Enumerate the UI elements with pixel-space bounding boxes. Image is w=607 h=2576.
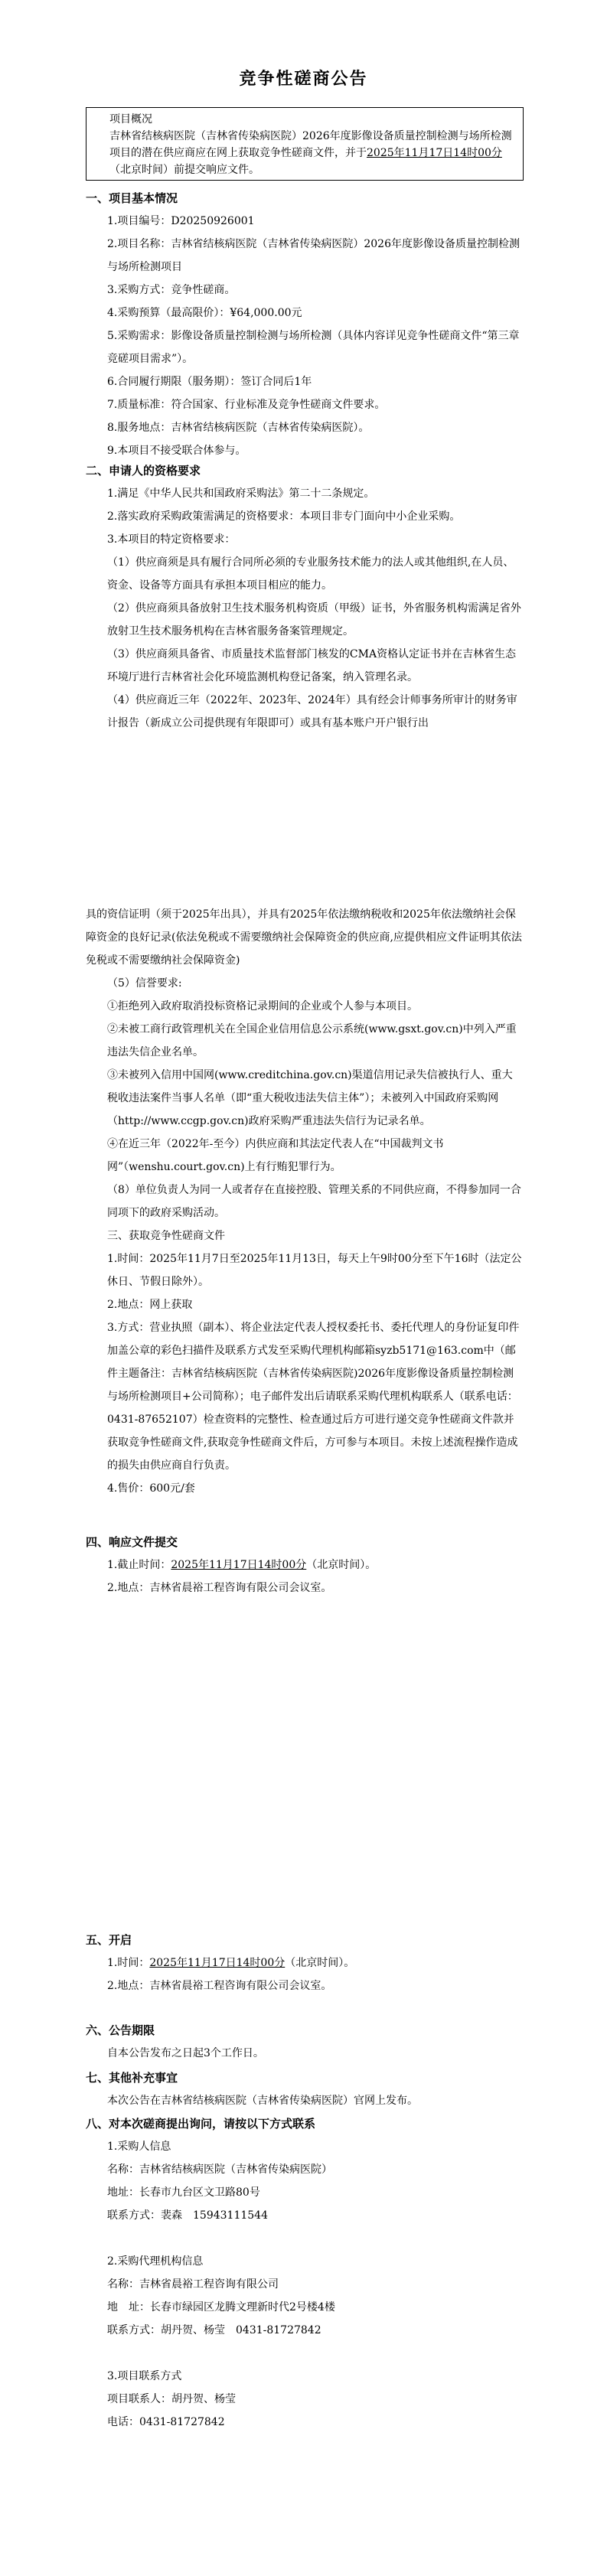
agency-contact: 联系方式：胡丹贺、杨莹 0431-81727842 <box>107 2324 321 2336</box>
purchaser-title: 1.采购人信息 <box>107 2141 171 2153</box>
submission-deadline <box>86 1554 522 1577</box>
time-label: 1.时间： <box>107 1957 150 1969</box>
list-item: 7.质量标准：符合国家、行业标准及竞争性磋商文件要求。 <box>107 399 386 411</box>
section-basic-info <box>86 187 530 462</box>
list-item: 8.服务地点：吉林省结核病医院（吉林省传染病医院）。 <box>107 422 370 434</box>
list-item: 3.采购方式：竞争性磋商。 <box>107 284 236 296</box>
overview-deadline: 2025年11月17日14时00分 <box>367 147 502 159</box>
project-contact-person: 项目联系人：胡丹贺、杨莹 <box>107 2393 236 2405</box>
list-item: ③未被列入信用中国网(www.creditchina.gov.cn)渠道信用记录失信被执行人、重大税收违法案件当事人名单（即“重大税收违法失信主体”）；未被列入中国政府采购网（http://www.ccgp.gov.cn)政府采购严重违法失信行为记录名单。 <box>107 1069 513 1127</box>
agency-title: 2.采购代理机构信息 <box>107 2255 204 2268</box>
purchaser-contact: 联系方式：裴森 15943111544 <box>107 2209 268 2222</box>
list-item: 3.方式：营业执照（副本）、将企业法定代表人授权委托书、委托代理人的身份证复印件加盖公章的彩色扫描件及联系方式发至采购代理机构邮箱syzb5171@163.com中（邮件主题备注：吉林省结核病医院（吉林省传染病医院)2026年度影像设备质量控制检测与场所检测项目+公司简称）；电子邮件发出后请联系采购代理机构联系人（联系电话：0431-87652107）检查资料的完整性、检查通过后方可进行递交竞争性磋商文件款并获取竞争性磋商文件,获取竞争性磋商文件后，方可参与本项目。未按上述流程操作造成的损失由供应商自行负责。 <box>107 1322 520 1472</box>
list-item: 3.本项目的特定资格要求： <box>107 533 236 546</box>
purchaser-name: 名称：吉林省结核病医院（吉林省传染病医院） <box>107 2164 332 2176</box>
list-item: （2）供应商须具备放射卫生技术服务机构资质（甲级）证书，外省服务机构需满足省外放射卫生技术服务机构在吉林省服务备案管理规定。 <box>107 602 521 637</box>
agency-address: 地 址：长春市绿园区龙腾文理新时代2号楼4楼 <box>107 2301 335 2314</box>
list-item: 6.合同履行期限（服务期）：签订合同后1年 <box>107 376 312 388</box>
section-submission <box>86 1531 522 1599</box>
list-item: 4.售价：600元/套 <box>107 1482 195 1495</box>
list-item: （4）供应商近三年（2022年、2023年、2024年）具有经会计师事务所审计的财务审计报告（新成立公司提供现有年限即可）或具有基本账户开户银行出 <box>107 694 517 729</box>
overview-heading: 项目概况 <box>109 113 152 126</box>
section-heading: 五、开启 <box>86 1933 132 1947</box>
section-supplementary <box>86 2066 522 2112</box>
time-tail: （北京时间）。 <box>285 1957 355 1969</box>
section-qualifications <box>86 459 522 735</box>
section-heading: 六、公告期限 <box>86 2023 155 2037</box>
list-item: （3）供应商须具备省、市质量技术监督部门核发的CMA资格认定证书并在吉林省生态环境厅进行吉林省社会化环境监测机构登记备案，纳入管理名录。 <box>107 648 517 683</box>
submission-location: 2.地点：吉林省晨裕工程咨询有限公司会议室。 <box>107 1582 332 1594</box>
deadline-tail: （北京时间）。 <box>306 1559 377 1571</box>
section-opening <box>86 1929 522 1997</box>
project-contact-title: 3.项目联系方式 <box>107 2370 182 2382</box>
section-heading: 二、申请人的资格要求 <box>86 464 201 478</box>
agency-name: 名称：吉林省晨裕工程咨询有限公司 <box>107 2278 279 2291</box>
opening-location: 2.地点：吉林省晨裕工程咨询有限公司会议室。 <box>107 1980 332 1992</box>
list-item: 2.项目名称：吉林省结核病医院（吉林省传染病医院）2026年度影像设备质量控制检测与场所检测项目 <box>107 238 520 273</box>
list-item: 具的资信证明（须于2025年出具），并具有2025年依法缴纳税收和2025年依法缴纳社会保障资金的良好记录(依法免税或不需要缴纳社会保障资金的供应商,应提供相应文件证明其依法免税或不需要缴纳社会保障资金) <box>86 908 522 967</box>
list-item: 9.本项目不接受联合体参与。 <box>107 445 246 457</box>
list-item: ④在近三年（2022年-至今）内供应商和其法定代表人在“中国裁判文书网”（wenshu.court.gov.cn)上有行贿犯罪行为。 <box>107 1138 444 1173</box>
section-heading: 一、项目基本情况 <box>86 191 178 205</box>
section-heading: 三、获取竞争性磋商文件 <box>107 1230 225 1242</box>
list-item: 1.项目编号：D20250926001 <box>107 215 255 227</box>
page-title: 竞争性磋商公告 <box>239 69 368 89</box>
list-item: 4.采购预算（最高限价）：¥64,000.00元 <box>107 307 302 319</box>
purchaser-address: 地址：长春市九台区文卫路80号 <box>107 2186 260 2199</box>
deadline-label: 1.截止时间： <box>107 1559 171 1571</box>
section-heading: 七、其他补充事宜 <box>86 2071 178 2085</box>
list-item: （1）供应商须是具有履行合同所必须的专业服务技术能力的法人或其他组织,在人员、资金、设备等方面具有承担本项目相应的能力。 <box>107 556 514 592</box>
project-contact-phone: 电话：0431-81727842 <box>107 2416 225 2428</box>
list-item: ①拒绝列入政府取消投标资格记录期间的企业或个人参与本项目。 <box>107 1000 418 1012</box>
supplementary-text: 本次公告在吉林省结核病医院（吉林省传染病医院）官网上发布。 <box>107 2095 418 2107</box>
list-item: 1.时间：2025年11月7日至2025年11月13日，每天上午9时00分至下午16时（法定公休日、节假日除外）。 <box>107 1253 522 1288</box>
overview-body: 吉林省结核病医院（吉林省传染病医院）2026年度影像设备质量控制检测与场所检测项目的潜在供应商应在网上获取竞争性磋商文件，并于 <box>109 130 512 159</box>
overview-tail: （北京时间）前提交响应文件。 <box>109 164 259 176</box>
list-item: （5）信誉要求: <box>107 977 182 990</box>
section-heading: 八、对本次磋商提出询问，请按以下方式联系 <box>86 2117 316 2131</box>
opening-time <box>86 1952 522 1974</box>
list-item: ②未被工商行政管理机关在全国企业信用信息公示系统(www.gsxt.gov.cn)中列入严重违法失信企业名单。 <box>107 1023 517 1058</box>
list-item: 2.地点：网上获取 <box>107 1299 193 1311</box>
list-item: （8）单位负责人为同一人或者存在直接控股、管理关系的不同供应商，不得参加同一合同项下的政府采购活动。 <box>107 1184 521 1219</box>
overview-text <box>91 128 518 178</box>
list-item: 1.满足《中华人民共和国政府采购法》第二十二条规定。 <box>107 487 375 500</box>
list-item: 2.落实政府采购政策需满足的资格要求：本项目非专门面向中小企业采购。 <box>107 510 461 523</box>
list-item: 5.采购需求：影像设备质量控制检测与场所检测（具体内容详见竞争性磋商文件“第三章 竞磋项目需求”）。 <box>107 330 530 365</box>
section-notice-period <box>86 2019 522 2065</box>
section-heading: 四、响应文件提交 <box>86 1535 178 1549</box>
overview-box <box>86 107 524 181</box>
section-contacts <box>86 2112 522 2434</box>
section-qualifications-continued <box>86 903 522 1500</box>
deadline-value: 2025年11月17日14时00分 <box>171 1559 307 1571</box>
notice-period-text: 自本公告发布之日起3个工作日。 <box>107 2047 264 2059</box>
time-value: 2025年11月17日14时00分 <box>149 1957 286 1969</box>
